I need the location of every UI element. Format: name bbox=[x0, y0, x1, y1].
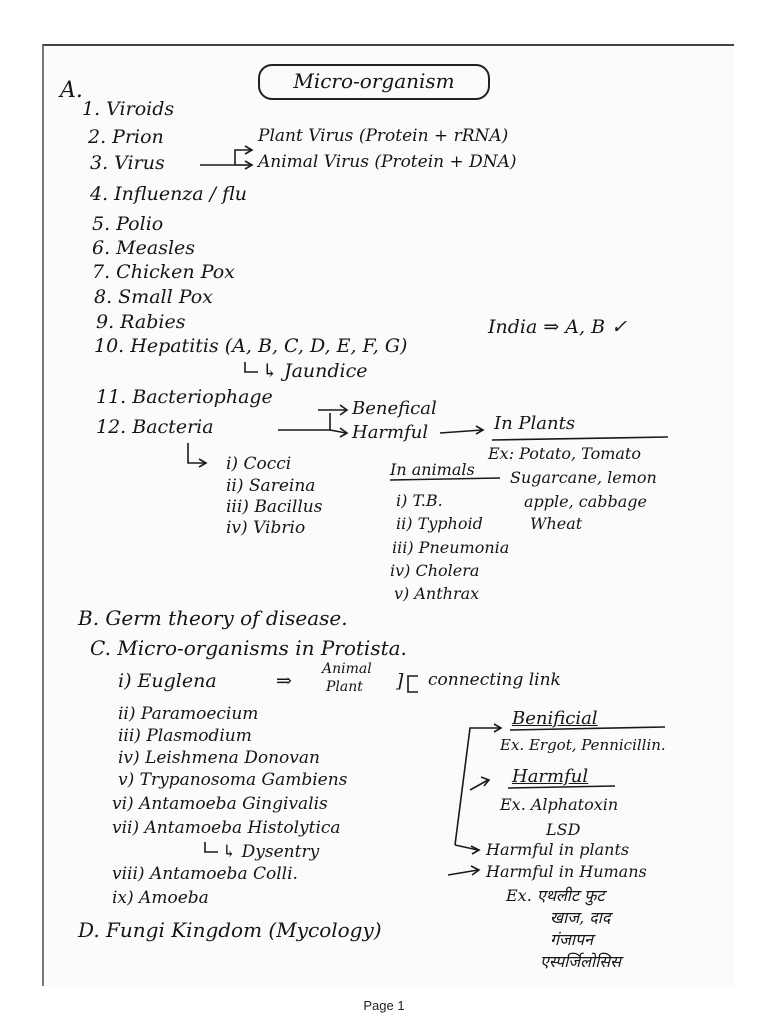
disease-anthrax: v) Anthrax bbox=[394, 584, 480, 603]
section-d-heading: D. Fungi Kingdom (Mycology) bbox=[78, 918, 382, 942]
euglena-animal: Animal bbox=[322, 661, 372, 677]
disease-cholera: iv) Cholera bbox=[390, 561, 480, 580]
plant-virus-text: Plant Virus (Protein + rRNA) bbox=[258, 126, 509, 146]
protista-antamoeba-histolytica: vii) Antamoeba Histolytica bbox=[112, 818, 341, 838]
india-note: India ⇒ A, B ✓ bbox=[488, 316, 628, 338]
list-item-polio: 5. Polio bbox=[92, 213, 164, 235]
list-item-hepatitis: 10. Hepatitis (A, B, C, D, E, F, G) bbox=[94, 335, 408, 357]
fungi-harmful-plants: Harmful in plants bbox=[486, 840, 630, 859]
euglena-note: connecting link bbox=[428, 670, 561, 690]
protista-plasmodium: iii) Plasmodium bbox=[118, 726, 252, 746]
section-c-heading: C. Micro-organisms in Protista. bbox=[90, 636, 407, 660]
disease-pneumonia: iii) Pneumonia bbox=[392, 538, 510, 557]
fungi-hindi-4: एस्पर्जिलोसिस bbox=[540, 952, 621, 971]
plant-example-1: Ex: Potato, Tomato bbox=[488, 444, 641, 463]
protista-dysentry: ↳ Dysentry bbox=[222, 842, 320, 862]
shape-vibrio: iv) Vibrio bbox=[226, 518, 306, 538]
bacteria-in-plants: In Plants bbox=[494, 413, 576, 434]
list-item-bacteriophage: 11. Bacteriophage bbox=[96, 386, 273, 408]
bacteria-beneficial: Benefical bbox=[352, 398, 437, 419]
page-number: Page 1 bbox=[363, 998, 405, 1013]
protista-euglena: i) Euglena bbox=[118, 670, 217, 692]
jaundice-note: ↳ Jaundice bbox=[262, 360, 368, 382]
disease-typhoid: ii) Typhoid bbox=[396, 514, 483, 533]
fungi-hindi-2: खाज, दाद bbox=[550, 908, 611, 927]
bacteria-harmful: Harmful bbox=[352, 422, 429, 443]
in-animals-label: In animals bbox=[390, 460, 475, 479]
fungi-lsd: LSD bbox=[546, 820, 581, 839]
plant-example-2: Sugarcane, lemon bbox=[510, 468, 657, 487]
animal-virus-text: Animal Virus (Protein + DNA) bbox=[258, 152, 517, 172]
list-item-chicken-pox: 7. Chicken Pox bbox=[92, 261, 235, 283]
page-title: Micro-organism bbox=[293, 69, 455, 93]
protista-antamoeba-colli: viii) Antamoeba Colli. bbox=[112, 864, 298, 884]
list-item-bacteria: 12. Bacteria bbox=[96, 416, 214, 438]
euglena-bracket: ] bbox=[396, 670, 404, 692]
protista-paramoecium: ii) Paramoecium bbox=[118, 704, 259, 724]
section-a-label: A. bbox=[60, 78, 83, 103]
euglena-arrow: ⇒ bbox=[276, 670, 292, 692]
fungi-beneficial: Benificial bbox=[512, 708, 598, 729]
list-item-viroids: 1. Viroids bbox=[82, 98, 175, 120]
plant-example-3: apple, cabbage bbox=[524, 492, 648, 511]
protista-amoeba: ix) Amoeba bbox=[112, 888, 209, 908]
euglena-plant: Plant bbox=[326, 679, 363, 695]
list-item-prion: 2. Prion bbox=[88, 126, 164, 148]
protista-trypanosoma: v) Trypanosoma Gambiens bbox=[118, 770, 348, 790]
fungi-hindi-example: Ex. एथलीट फुट bbox=[506, 886, 605, 905]
protista-antamoeba-gingivalis: vi) Antamoeba Gingivalis bbox=[112, 794, 328, 814]
fungi-harmful-example: Ex. Alphatoxin bbox=[500, 795, 619, 814]
fungi-beneficial-example: Ex. Ergot, Pennicillin. bbox=[500, 736, 666, 754]
fungi-harmful-humans: Harmful in Humans bbox=[486, 862, 647, 881]
fungi-hindi-3: गंजापन bbox=[550, 930, 593, 949]
shape-bacillus: iii) Bacillus bbox=[226, 497, 323, 517]
list-item-measles: 6. Measles bbox=[92, 237, 196, 259]
fungi-harmful: Harmful bbox=[512, 766, 589, 787]
shape-sareina: ii) Sareina bbox=[226, 476, 316, 496]
shape-cocci: i) Cocci bbox=[226, 454, 292, 474]
list-item-virus: 3. Virus bbox=[90, 152, 165, 174]
plant-example-4: Wheat bbox=[530, 514, 583, 533]
list-item-rabies: 9. Rabies bbox=[96, 311, 186, 333]
title-box bbox=[258, 64, 490, 100]
list-item-influenza: 4. Influenza / flu bbox=[90, 183, 248, 205]
list-item-small-pox: 8. Small Pox bbox=[94, 286, 213, 308]
protista-leishmena: iv) Leishmena Donovan bbox=[118, 748, 320, 768]
section-b-heading: B. Germ theory of disease. bbox=[78, 606, 348, 630]
disease-tb: i) T.B. bbox=[396, 491, 443, 510]
